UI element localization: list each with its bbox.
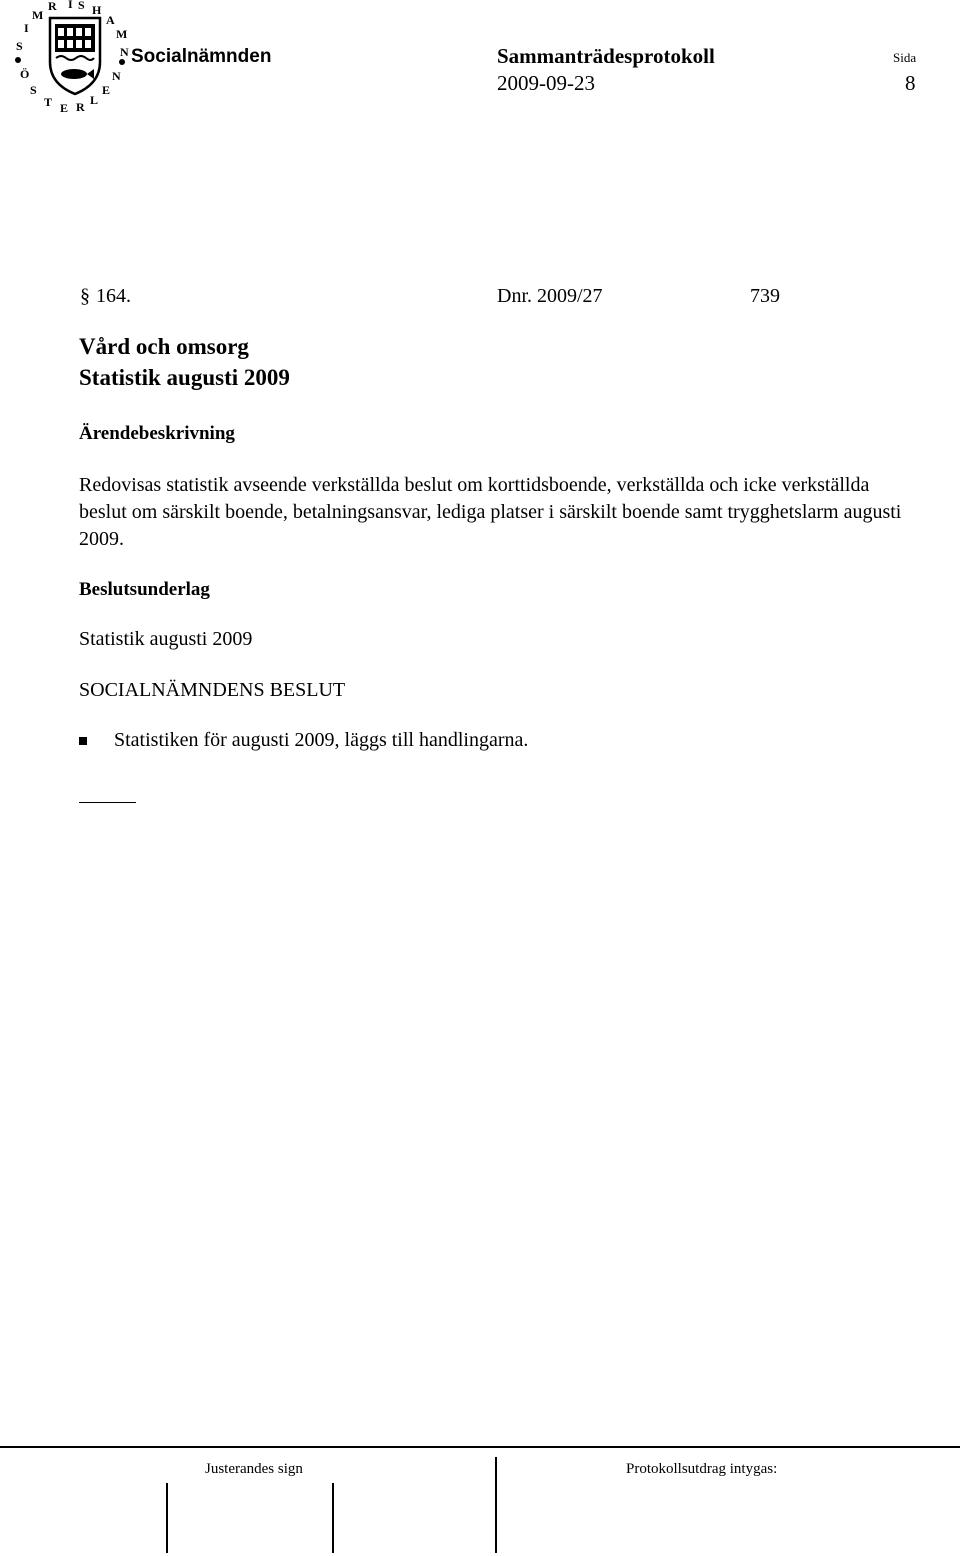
case-code: 739 [750, 285, 780, 307]
svg-text:E: E [102, 83, 111, 97]
svg-text:Ö: Ö [20, 67, 30, 81]
matter-title: Vård och omsorg [79, 334, 249, 359]
footer-divider [495, 1457, 497, 1553]
page-label: Sida [893, 50, 917, 65]
svg-text:N: N [112, 69, 121, 83]
svg-text:S: S [16, 39, 23, 53]
svg-text:N: N [120, 45, 129, 59]
section-symbol: § [80, 285, 90, 307]
svg-text:E: E [60, 101, 69, 115]
svg-text:H: H [92, 3, 102, 17]
basis-heading: Beslutsunderlag [79, 579, 210, 600]
extract-certified-label: Protokollsutdrag intygas: [626, 1461, 778, 1477]
matter-subtitle: Statistik augusti 2009 [79, 365, 290, 390]
svg-text:R: R [76, 100, 85, 114]
signature-label: Justerandes sign [205, 1461, 303, 1477]
end-rule [79, 802, 136, 803]
svg-text:L: L [90, 93, 99, 107]
bullet-marker [79, 737, 87, 745]
svg-text:T: T [44, 95, 53, 109]
organization-name: Socialnämnden [131, 46, 272, 67]
svg-text:I: I [68, 0, 73, 11]
svg-text:I: I [24, 21, 29, 35]
svg-text:M: M [116, 27, 128, 41]
document-title: Sammanträdesprotokoll [497, 44, 715, 68]
meeting-date: 2009-09-23 [497, 71, 595, 95]
svg-text:M: M [32, 8, 44, 22]
svg-text:S: S [78, 0, 85, 12]
svg-text:A: A [106, 13, 115, 27]
municipality-logo [6, 0, 130, 118]
decision-heading: SOCIALNÄMNDENS BESLUT [79, 679, 346, 701]
svg-text:R: R [48, 0, 57, 13]
signature-divider [332, 1483, 334, 1553]
coat-of-arms-seal [6, 0, 130, 118]
decision-item: Statistiken för augusti 2009, läggs till handlingarna. [114, 729, 529, 751]
description-heading: Ärendebeskrivning [79, 423, 235, 444]
signature-divider [166, 1483, 168, 1553]
svg-text:S: S [30, 83, 37, 97]
footer-rule [0, 1446, 960, 1448]
page-number: 8 [905, 71, 916, 95]
description-text: Redovisas statistik avseende verkställda beslut om korttidsboende, verkställda och icke verkställda beslut om särskilt boende, betalningsansvar, lediga platser i särskilt boende samt trygghetslarm augusti 2009. [79, 474, 902, 550]
diary-number: Dnr. 2009/27 [497, 285, 603, 307]
case-number: 164. [96, 285, 131, 307]
basis-text: Statistik augusti 2009 [79, 628, 253, 650]
